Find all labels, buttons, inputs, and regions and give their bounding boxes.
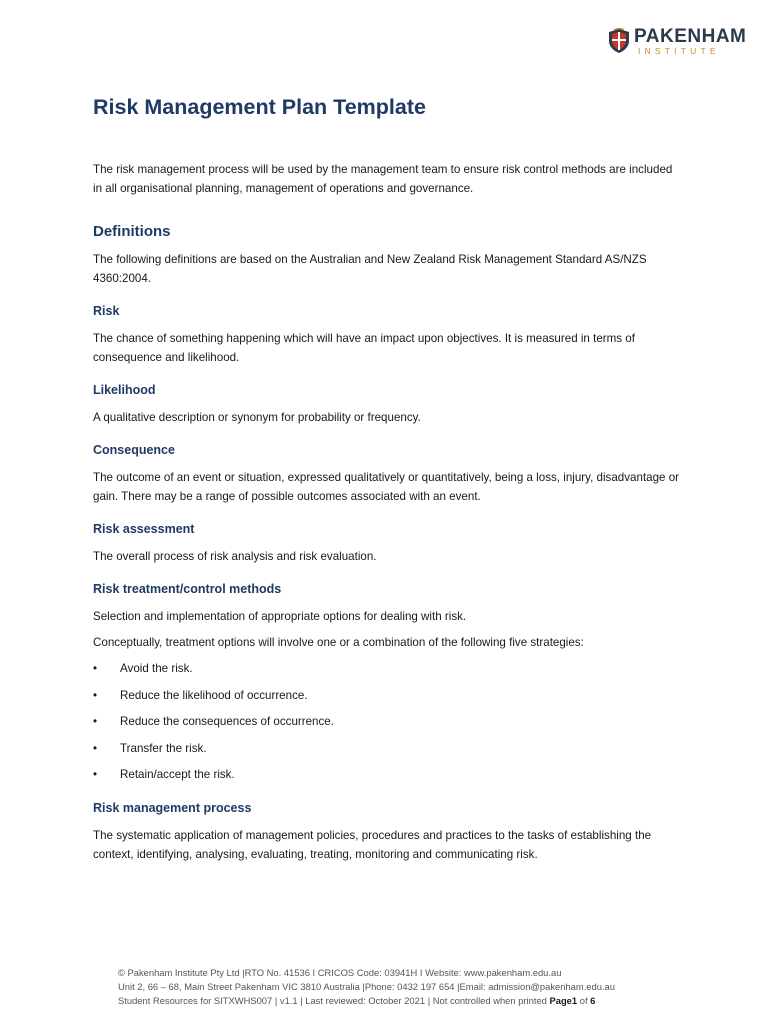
list-item-text: Transfer the risk.	[120, 742, 207, 755]
bullet-icon: •	[93, 768, 98, 781]
page-of: of	[577, 995, 591, 1006]
list-item-text: Reduce the likelihood of occurrence.	[120, 689, 308, 702]
risk-treatment-paragraph-1: Selection and implementation of appropriate options for dealing with risk.	[93, 610, 467, 623]
consequence-heading: Consequence	[93, 443, 175, 457]
risk-paragraph: The chance of something happening which will have an impact upon objectives. It is measured in terms of consequence and likelihood.	[93, 332, 635, 364]
risk-heading: Risk	[93, 304, 120, 318]
page-title: Risk Management Plan Template	[93, 95, 426, 119]
footer-line-3-text: Student Resources for SITXWHS007 | v1.1 | Last reviewed: October 2021 | Not controlled when printed	[118, 995, 550, 1006]
likelihood-paragraph: A qualitative description or synonym for probability or frequency.	[93, 411, 421, 424]
bullet-icon: •	[93, 689, 98, 702]
page-number: 1	[571, 995, 578, 1006]
footer-line-2: Unit 2, 66 – 68, Main Street Pakenham VIC 3810 Australia |Phone: 0432 197 654 |Email: admission@pakenham.edu.au	[118, 981, 615, 992]
risk-assessment-heading: Risk assessment	[93, 522, 195, 536]
pakenham-logo	[608, 27, 746, 56]
intro-paragraph: The risk management process will be used by the management team to ensure risk control methods are included in all organisational planning, management of operations and governance.	[93, 163, 673, 195]
definitions-heading: Definitions	[93, 223, 171, 240]
risk-management-process-paragraph: The systematic application of management policies, procedures and practices to the tasks of establishing the context, identifying, analysing, evaluating, treating, monitoring and communicating risk.	[93, 829, 652, 861]
risk-treatment-heading: Risk treatment/control methods	[93, 582, 282, 596]
page-total: 6	[590, 995, 596, 1006]
shield-crest-icon	[608, 28, 630, 54]
logo-name: PAKENHAM	[634, 26, 747, 47]
consequence-paragraph: The outcome of an event or situation, expressed qualitatively or quantitatively, being a loss, injury, disadvantage or gain. There may be a range of possible outcomes associated with an event.	[93, 471, 680, 503]
logo-subtitle: INSTITUTE	[638, 46, 720, 56]
list-item-text: Reduce the consequences of occurrence.	[120, 715, 334, 728]
page-footer	[118, 966, 615, 1008]
list-item-text: Avoid the risk.	[120, 662, 193, 675]
risk-treatment-paragraph-2: Conceptually, treatment options will involve one or a combination of the following five strategies:	[93, 636, 584, 649]
bullet-icon: •	[93, 742, 98, 755]
definitions-paragraph: The following definitions are based on the Australian and New Zealand Risk Management Standard AS/NZS 4360:2004.	[93, 253, 647, 285]
page-label: Page	[549, 995, 572, 1006]
footer-line-1: © Pakenham Institute Pty Ltd |RTO No. 41536 I CRICOS Code: 03941H I Website: www.pakenham.edu.au	[118, 967, 562, 978]
list-item-text: Retain/accept the risk.	[120, 768, 235, 781]
risk-management-process-heading: Risk management process	[93, 801, 252, 815]
risk-assessment-paragraph: The overall process of risk analysis and risk evaluation.	[93, 550, 377, 563]
bullet-icon: •	[93, 662, 98, 675]
footer-line-3	[118, 994, 615, 1008]
likelihood-heading: Likelihood	[93, 383, 156, 397]
bullet-icon: •	[93, 715, 98, 728]
